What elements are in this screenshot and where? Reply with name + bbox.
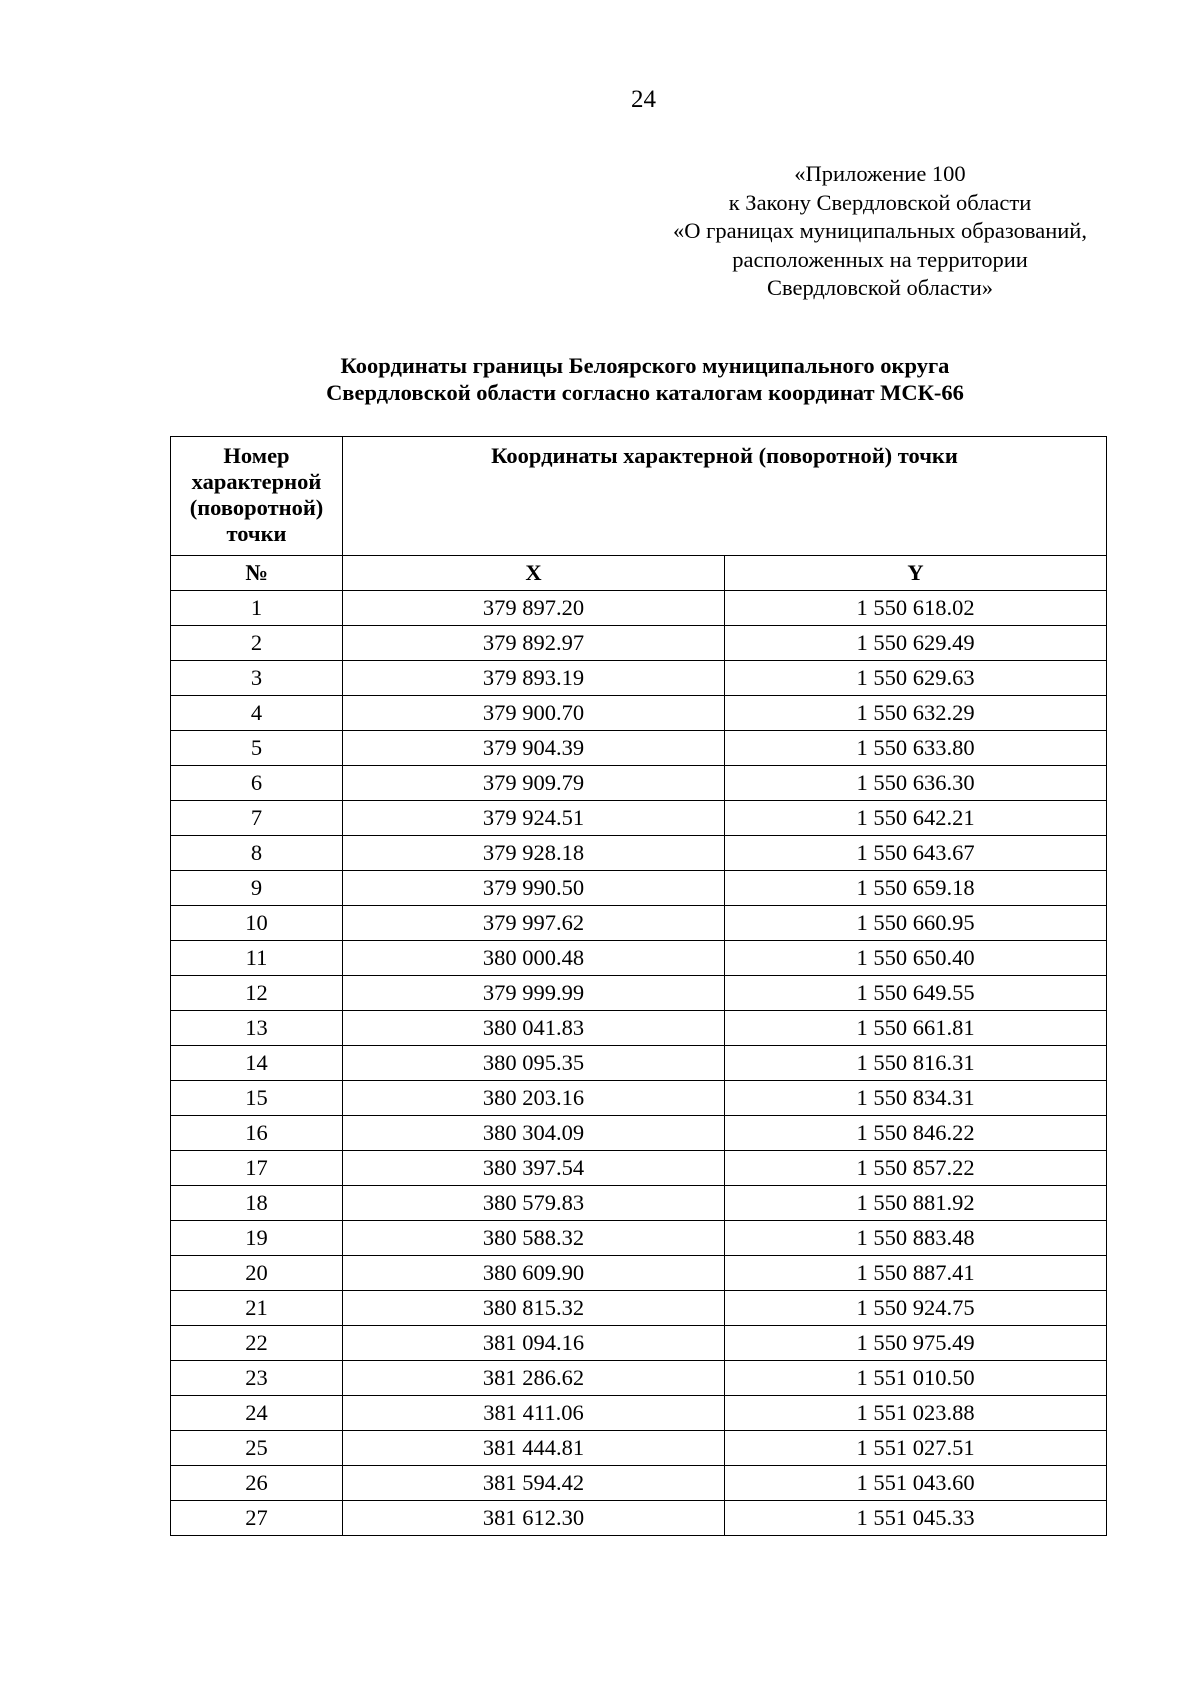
title-line: Свердловской области согласно каталогам координат МСК-66 [326, 380, 964, 405]
column-number-header: № [171, 556, 343, 591]
point-number-cell: 2 [171, 626, 343, 661]
y-coordinate-cell: 1 550 633.80 [725, 731, 1107, 766]
point-number-cell: 26 [171, 1466, 343, 1501]
x-coordinate-cell: 380 000.48 [343, 941, 725, 976]
table-subheader-row [171, 556, 1107, 591]
x-coordinate-cell: 379 997.62 [343, 906, 725, 941]
y-coordinate-cell: 1 550 659.18 [725, 871, 1107, 906]
table-row [171, 871, 1107, 906]
point-number-cell: 5 [171, 731, 343, 766]
appendix-line: Свердловской области» [766, 275, 993, 300]
y-coordinate-cell: 1 550 846.22 [725, 1116, 1107, 1151]
y-coordinate-cell: 1 550 643.67 [725, 836, 1107, 871]
x-coordinate-cell: 379 892.97 [343, 626, 725, 661]
point-number-cell: 18 [171, 1186, 343, 1221]
point-number-cell: 4 [171, 696, 343, 731]
table-row [171, 941, 1107, 976]
table-row [171, 591, 1107, 626]
y-coordinate-cell: 1 550 642.21 [725, 801, 1107, 836]
table-row [171, 1116, 1107, 1151]
point-number-cell: 1 [171, 591, 343, 626]
y-coordinate-cell: 1 550 883.48 [725, 1221, 1107, 1256]
appendix-line: «Приложение 100 [794, 161, 966, 186]
x-coordinate-cell: 380 579.83 [343, 1186, 725, 1221]
table-row [171, 836, 1107, 871]
point-number-cell: 7 [171, 801, 343, 836]
y-coordinate-cell: 1 550 816.31 [725, 1046, 1107, 1081]
y-coordinate-cell: 1 550 649.55 [725, 976, 1107, 1011]
table-row [171, 1256, 1107, 1291]
y-coordinate-cell: 1 550 632.29 [725, 696, 1107, 731]
y-coordinate-cell: 1 550 975.49 [725, 1326, 1107, 1361]
point-number-cell: 17 [171, 1151, 343, 1186]
table-row [171, 1431, 1107, 1466]
x-coordinate-cell: 380 203.16 [343, 1081, 725, 1116]
y-coordinate-cell: 1 550 661.81 [725, 1011, 1107, 1046]
point-number-cell: 14 [171, 1046, 343, 1081]
table-row [171, 1326, 1107, 1361]
y-coordinate-cell: 1 550 629.63 [725, 661, 1107, 696]
table-row [171, 1361, 1107, 1396]
point-number-cell: 25 [171, 1431, 343, 1466]
header-line: Номер [223, 443, 290, 468]
x-coordinate-cell: 380 609.90 [343, 1256, 725, 1291]
x-coordinate-cell: 381 612.30 [343, 1501, 725, 1536]
table-row [171, 1396, 1107, 1431]
table-row [171, 976, 1107, 1011]
header-line: характерной [191, 469, 322, 494]
table-row [171, 626, 1107, 661]
table-row [171, 1046, 1107, 1081]
y-coordinate-cell: 1 550 660.95 [725, 906, 1107, 941]
x-coordinate-cell: 379 893.19 [343, 661, 725, 696]
x-coordinate-cell: 379 928.18 [343, 836, 725, 871]
y-coordinate-cell: 1 551 023.88 [725, 1396, 1107, 1431]
y-coordinate-cell: 1 550 834.31 [725, 1081, 1107, 1116]
document-title [170, 352, 1120, 406]
y-coordinate-cell: 1 551 027.51 [725, 1431, 1107, 1466]
x-coordinate-cell: 381 411.06 [343, 1396, 725, 1431]
x-coordinate-cell: 379 990.50 [343, 871, 725, 906]
point-number-cell: 21 [171, 1291, 343, 1326]
table-row [171, 906, 1107, 941]
y-coordinate-cell: 1 550 618.02 [725, 591, 1107, 626]
point-number-cell: 23 [171, 1361, 343, 1396]
y-coordinate-cell: 1 550 881.92 [725, 1186, 1107, 1221]
y-coordinate-cell: 1 550 650.40 [725, 941, 1107, 976]
x-coordinate-cell: 379 999.99 [343, 976, 725, 1011]
point-number-cell: 27 [171, 1501, 343, 1536]
table-row [171, 1081, 1107, 1116]
x-coordinate-cell: 381 444.81 [343, 1431, 725, 1466]
x-coordinate-cell: 381 286.62 [343, 1361, 725, 1396]
point-number-cell: 19 [171, 1221, 343, 1256]
table-row [171, 1501, 1107, 1536]
point-number-cell: 10 [171, 906, 343, 941]
table-body [171, 591, 1107, 1536]
x-coordinate-cell: 379 924.51 [343, 801, 725, 836]
page-number: 24 [631, 86, 656, 113]
point-number-cell: 22 [171, 1326, 343, 1361]
y-coordinate-cell: 1 551 045.33 [725, 1501, 1107, 1536]
point-number-cell: 12 [171, 976, 343, 1011]
title-line: Координаты границы Белоярского муниципального округа [340, 353, 950, 378]
point-number-cell: 8 [171, 836, 343, 871]
column-y-header: Y [725, 556, 1107, 591]
x-coordinate-cell: 379 900.70 [343, 696, 725, 731]
point-number-cell: 24 [171, 1396, 343, 1431]
y-coordinate-cell: 1 550 629.49 [725, 626, 1107, 661]
point-number-cell: 6 [171, 766, 343, 801]
x-coordinate-cell: 381 094.16 [343, 1326, 725, 1361]
x-coordinate-cell: 379 909.79 [343, 766, 725, 801]
x-coordinate-cell: 380 588.32 [343, 1221, 725, 1256]
x-coordinate-cell: 380 397.54 [343, 1151, 725, 1186]
table-row [171, 1151, 1107, 1186]
coordinates-header: Координаты характерной (поворотной) точки [343, 437, 1107, 556]
x-coordinate-cell: 381 594.42 [343, 1466, 725, 1501]
point-number-cell: 9 [171, 871, 343, 906]
x-coordinate-cell: 379 904.39 [343, 731, 725, 766]
coordinates-table [170, 436, 1107, 1536]
table-row [171, 1011, 1107, 1046]
point-number-header [171, 437, 343, 556]
appendix-reference [640, 160, 1120, 303]
y-coordinate-cell: 1 551 010.50 [725, 1361, 1107, 1396]
table-row [171, 801, 1107, 836]
table-row [171, 1291, 1107, 1326]
point-number-cell: 11 [171, 941, 343, 976]
point-number-cell: 15 [171, 1081, 343, 1116]
header-line: (поворотной) [189, 495, 324, 520]
table-row [171, 766, 1107, 801]
appendix-line: «О границах муниципальных образований, [673, 218, 1087, 243]
table-row [171, 661, 1107, 696]
y-coordinate-cell: 1 550 887.41 [725, 1256, 1107, 1291]
table-header-row [171, 437, 1107, 556]
table-row [171, 1466, 1107, 1501]
point-number-cell: 16 [171, 1116, 343, 1151]
point-number-cell: 3 [171, 661, 343, 696]
appendix-line: расположенных на территории [732, 246, 1028, 272]
table-row [171, 1221, 1107, 1256]
x-coordinate-cell: 380 815.32 [343, 1291, 725, 1326]
y-coordinate-cell: 1 550 636.30 [725, 766, 1107, 801]
x-coordinate-cell: 380 304.09 [343, 1116, 725, 1151]
y-coordinate-cell: 1 550 857.22 [725, 1151, 1107, 1186]
x-coordinate-cell: 380 095.35 [343, 1046, 725, 1081]
column-x-header: X [343, 556, 725, 591]
point-number-cell: 20 [171, 1256, 343, 1291]
x-coordinate-cell: 380 041.83 [343, 1011, 725, 1046]
table-row [171, 696, 1107, 731]
table-row [171, 1186, 1107, 1221]
appendix-line: к Закону Свердловской области [728, 189, 1032, 215]
x-coordinate-cell: 379 897.20 [343, 591, 725, 626]
y-coordinate-cell: 1 550 924.75 [725, 1291, 1107, 1326]
header-line: точки [226, 521, 287, 546]
y-coordinate-cell: 1 551 043.60 [725, 1466, 1107, 1501]
table-row [171, 731, 1107, 766]
point-number-cell: 13 [171, 1011, 343, 1046]
